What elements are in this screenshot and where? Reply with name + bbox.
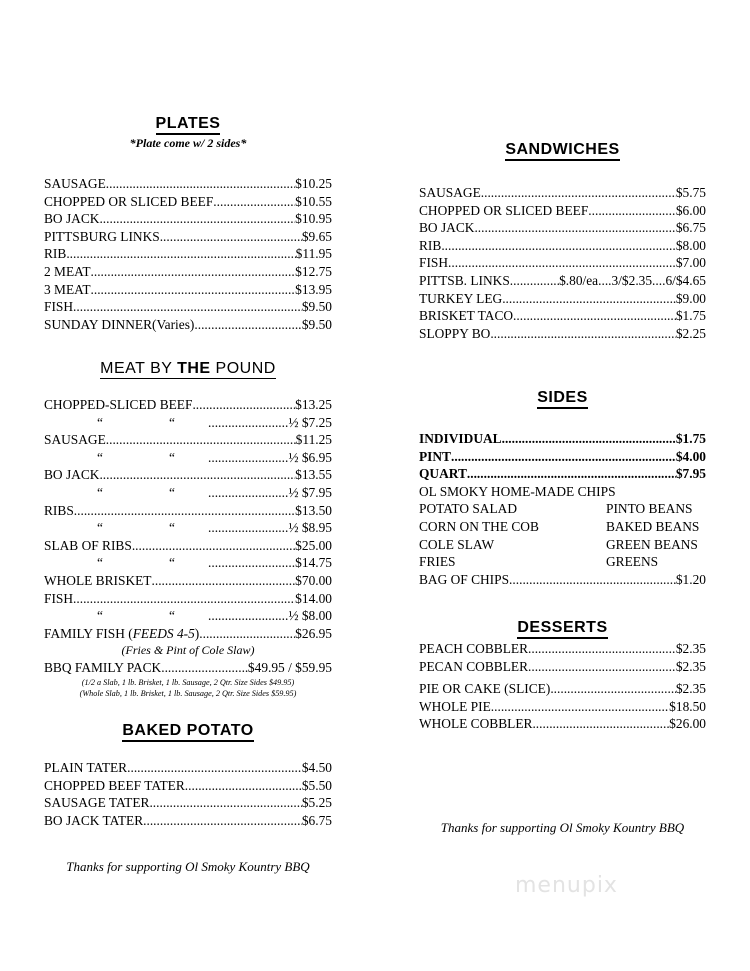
item-name: SAUSAGE TATER	[44, 795, 150, 811]
item-price: $5.25	[301, 795, 332, 811]
leader-dots	[143, 812, 302, 830]
item-price: $1.75	[675, 308, 706, 324]
item-price: $11.95	[295, 246, 332, 262]
item-name: BO JACK TATER	[44, 812, 144, 828]
menu-item-row	[44, 245, 332, 263]
item-price: $4.50	[301, 760, 332, 775]
leader-dots	[208, 449, 288, 467]
item-price: $2.35	[675, 641, 706, 656]
menu-item-row	[44, 414, 332, 432]
menu-item-row	[419, 640, 706, 658]
leader-dots	[152, 572, 296, 590]
item-price: $14.00	[295, 590, 332, 606]
leader-dots	[106, 175, 295, 193]
item-name	[44, 414, 208, 432]
ditto-mark: “	[169, 520, 175, 536]
leader-dots	[160, 228, 302, 246]
menu-item-row	[419, 465, 706, 483]
item-price: $2.35	[675, 681, 706, 696]
item-price: $9.50	[301, 299, 332, 315]
leader-dots	[467, 465, 676, 483]
item-name: SUNDAY DINNER(Varies)	[44, 316, 195, 332]
item-name: SAUSAGE	[419, 185, 481, 200]
item-name: SAUSAGE	[44, 432, 106, 448]
menu-item-row	[44, 794, 332, 812]
sides-pairs	[419, 500, 706, 570]
item-price: $5.75	[675, 185, 706, 200]
item-name: PINT	[419, 448, 451, 464]
item-name: SAUSAGE	[44, 176, 106, 191]
ditto-mark: “	[97, 608, 103, 624]
menu-item-row	[44, 759, 332, 777]
item-price: $10.55	[295, 193, 332, 209]
item-price: $10.25	[295, 176, 332, 191]
leader-dots	[513, 307, 676, 325]
item-price: ½ $7.95	[288, 484, 332, 500]
leader-dots	[528, 658, 676, 676]
ditto-mark: “	[169, 414, 175, 430]
menu-item-row	[419, 325, 706, 343]
menu-item-row	[44, 607, 332, 625]
meat-by-pound-list	[44, 396, 332, 699]
menu-item-row	[419, 448, 706, 466]
item-name: CHOPPED OR SLICED BEEF	[419, 202, 589, 218]
leader-dots	[99, 210, 295, 228]
menu-item-row	[44, 228, 332, 246]
menu-item-row	[44, 210, 332, 228]
leader-dots	[490, 325, 676, 343]
item-name: FISH	[44, 590, 74, 606]
leader-dots	[185, 777, 302, 795]
item-name	[44, 607, 208, 625]
item-price: $70.00	[295, 572, 332, 588]
item-name: BRISKET TACO	[419, 308, 514, 324]
item-name: PEACH COBBLER	[419, 641, 529, 656]
item-price: $25.00	[295, 537, 332, 553]
item-price: ½ $7.25	[288, 414, 332, 430]
ditto-mark: “	[97, 414, 103, 430]
item-price: $13.95	[295, 281, 332, 297]
item-name: PITTSB. LINKS	[419, 272, 510, 288]
side-item: GREEN BEANS	[606, 536, 698, 552]
side-item: COLE SLAW	[419, 536, 495, 552]
side-pair-row	[419, 553, 706, 571]
menu-item-row	[419, 680, 706, 698]
item-price: $1.75	[675, 431, 706, 446]
menu-item-row	[419, 290, 706, 308]
ditto-mark: “	[169, 449, 175, 465]
item-name: SLAB OF RIBS	[44, 537, 132, 553]
leader-dots	[208, 519, 288, 537]
leader-dots	[481, 184, 676, 202]
leader-dots	[73, 298, 302, 316]
sides-sizes	[419, 430, 706, 483]
meat-by-pound-heading: MEAT BY THE POUND	[100, 360, 276, 377]
leader-dots	[208, 607, 288, 625]
menu-item-row	[44, 537, 332, 555]
item-price: $13.55	[295, 467, 332, 483]
menu-item-row	[419, 307, 706, 325]
menu-item-row	[44, 298, 332, 316]
thanks-right: Thanks for supporting Ol Smoky Kountry BBQ	[440, 820, 685, 835]
item-price: $6.75	[675, 220, 706, 236]
item-name	[44, 519, 208, 537]
leader-dots	[208, 484, 288, 502]
item-name: RIB	[44, 246, 67, 262]
menu-item-row	[44, 396, 332, 414]
menu-item-row	[44, 519, 332, 537]
leader-dots	[588, 202, 676, 220]
leader-dots	[528, 640, 676, 658]
ditto-mark: “	[97, 520, 103, 536]
item-name: FISH	[419, 255, 449, 271]
desserts-heading: DESSERTS	[419, 619, 706, 637]
item-price: $10.95	[295, 211, 332, 227]
leader-dots	[132, 537, 295, 555]
item-name: RIBS	[44, 502, 74, 518]
leader-dots	[491, 698, 669, 716]
ditto-mark: “	[97, 449, 103, 465]
menupix-watermark: menupix	[515, 873, 618, 898]
item-name: BO JACK	[44, 467, 100, 483]
item-price: $11.25	[295, 432, 332, 448]
item-price: $2.25	[675, 325, 706, 341]
item-name: SLOPPY BO	[419, 325, 491, 341]
leader-dots	[502, 290, 676, 308]
menu-item-row	[44, 812, 332, 830]
baked-potato-list	[44, 759, 332, 829]
leader-dots	[448, 254, 676, 272]
menu-item-row	[419, 184, 706, 202]
menu-item-row	[44, 466, 332, 484]
item-name: PIE OR CAKE (SLICE)	[419, 681, 551, 696]
item-price: $13.50	[295, 502, 332, 518]
ditto-mark: “	[97, 484, 103, 500]
item-price: $5.50	[301, 777, 332, 793]
plates-heading: PLATES	[44, 115, 332, 133]
baked-potato-heading: BAKED POTATO	[44, 722, 332, 740]
leader-dots	[451, 448, 676, 466]
item-name: RIB	[419, 237, 442, 253]
leader-dots	[192, 396, 295, 414]
side-item: CORN ON THE COB	[419, 518, 539, 534]
leader-dots	[532, 715, 669, 733]
menu-item-row	[44, 572, 332, 590]
item-name: TURKEY LEG	[419, 290, 503, 306]
menu-item-row	[419, 237, 706, 255]
menu-item-row	[44, 777, 332, 795]
item-name	[44, 449, 208, 467]
item-name: BO JACK	[44, 211, 100, 227]
menu-item-row	[419, 202, 706, 220]
menu-item-row	[419, 658, 706, 676]
item-name: WHOLE PIE	[419, 698, 491, 714]
item-price: $8.00	[675, 237, 706, 253]
item-name: PITTSBURG LINKS	[44, 228, 160, 244]
item-price: ½ $6.95	[288, 449, 332, 465]
menu-item-row	[44, 554, 332, 572]
item-price: $9.65	[301, 228, 332, 244]
leader-dots	[550, 680, 676, 698]
item-name: WHOLE COBBLER	[419, 716, 533, 732]
plates-list	[44, 175, 332, 333]
item-name: CHOPPED BEEF TATER	[44, 777, 185, 793]
side-pair-row	[419, 500, 706, 518]
sides-heading: SIDES	[419, 389, 706, 407]
menu-item-row	[44, 193, 332, 211]
item-price: $7.00	[675, 255, 706, 271]
leader-dots	[213, 193, 295, 211]
item-price: ½ $8.00	[288, 608, 332, 624]
side-pair-row	[419, 536, 706, 554]
item-name: CHOPPED OR SLICED BEEF	[44, 193, 214, 209]
item-name: INDIVIDUAL	[419, 431, 502, 446]
leader-dots	[99, 466, 295, 484]
item-price: $26.00	[669, 716, 706, 732]
plates-note: *Plate come w/ 2 sides*	[129, 136, 247, 150]
leader-dots	[510, 272, 559, 290]
family-fish-note: (Fries & Pint of Cole Slaw)	[121, 643, 255, 658]
leader-dots	[208, 414, 288, 432]
leader-dots	[91, 263, 296, 281]
menu-item-row	[419, 698, 706, 716]
side-item: FRIES	[419, 554, 456, 570]
sides-list	[419, 430, 706, 588]
bbq-note-half: (1/2 a Slab, 1 lb. Brisket, 1 lb. Sausage, 2 Qtr. Size Sides $49.95)	[81, 677, 295, 687]
sandwiches-heading: SANDWICHES	[419, 141, 706, 159]
ditto-mark: “	[97, 555, 103, 571]
side-item: GREENS	[606, 554, 659, 570]
leader-dots	[441, 237, 676, 255]
menu-item-row	[419, 254, 706, 272]
menu-item-row	[44, 590, 332, 608]
item-price: $.80/ea....3/$2.35....6/$4.65	[559, 272, 706, 288]
menu-item-row	[44, 175, 332, 193]
desserts-list-1	[419, 640, 706, 675]
side-item: POTATO SALAD	[419, 501, 518, 517]
side-pair-row	[419, 518, 706, 536]
item-price: $14.75	[295, 555, 332, 571]
item-price: $6.75	[301, 812, 332, 828]
menu-item-row	[44, 431, 332, 449]
item-name	[44, 484, 208, 502]
item-name: 2 MEAT	[44, 263, 91, 279]
bag-of-chips-row: BAG OF CHIPS ..... $1.20	[419, 571, 706, 589]
leader-dots	[106, 431, 296, 449]
item-price: $4.00	[675, 448, 706, 464]
leader-dots	[74, 502, 295, 520]
menu-item-row	[44, 316, 332, 334]
item-name: CHOPPED-SLICED BEEF	[44, 397, 193, 412]
item-price: $9.00	[675, 290, 706, 306]
item-price: $9.50	[301, 316, 332, 332]
item-price: $6.00	[675, 202, 706, 218]
family-fish-row: FAMILY FISH (FEEDS 4-5) ..... $26.95	[44, 625, 332, 643]
leader-dots	[502, 430, 676, 448]
thanks-left: Thanks for supporting Ol Smoky Kountry BBQ	[66, 859, 310, 874]
menu-item-row	[419, 272, 706, 290]
menu-item-row	[44, 502, 332, 520]
leader-dots	[91, 281, 296, 299]
ditto-mark: “	[169, 484, 175, 500]
item-name: QUART	[419, 466, 467, 482]
item-price: $13.25	[295, 397, 332, 412]
item-price: $18.50	[669, 698, 706, 714]
sandwiches-list	[419, 184, 706, 342]
leader-dots	[474, 219, 675, 237]
menu-item-row	[44, 281, 332, 299]
item-name	[44, 554, 208, 572]
item-price: $2.35	[675, 658, 706, 674]
menu-item-row	[419, 219, 706, 237]
item-price: $7.95	[675, 466, 706, 482]
item-name: FISH	[44, 299, 74, 315]
side-item: BAKED BEANS	[606, 518, 700, 534]
leader-dots	[208, 554, 295, 572]
ditto-mark: “	[169, 555, 175, 571]
item-name: WHOLE BRISKET	[44, 572, 152, 588]
menu-item-row	[44, 263, 332, 281]
menu-item-row	[419, 715, 706, 733]
leader-dots	[194, 316, 301, 334]
leader-dots	[66, 245, 295, 263]
item-price: ½ $8.95	[288, 520, 332, 536]
leader-dots	[127, 759, 302, 777]
item-price: $12.75	[295, 263, 332, 279]
menu-item-row	[419, 430, 706, 448]
menu-item-row	[44, 449, 332, 467]
meat-items	[44, 396, 332, 625]
menu-item-row	[44, 484, 332, 502]
bbq-note-whole: (Whole Slab, 1 lb. Brisket, 1 lb. Sausage, 2 Qtr. Size Sides $59.95)	[79, 688, 297, 698]
desserts-list-2	[419, 680, 706, 733]
leader-dots	[149, 794, 301, 812]
item-name: 3 MEAT	[44, 281, 91, 297]
home-made-chips: OL SMOKY HOME-MADE CHIPS	[419, 483, 616, 499]
ditto-mark: “	[169, 608, 175, 624]
bbq-family-pack-row: BBQ FAMILY PACK ..... $49.95 / $59.95	[44, 659, 332, 677]
side-item: PINTO BEANS	[606, 501, 693, 517]
item-name: PLAIN TATER	[44, 760, 128, 775]
leader-dots	[73, 590, 295, 608]
item-name: BO JACK	[419, 220, 475, 236]
item-name: PECAN COBBLER	[419, 658, 529, 674]
